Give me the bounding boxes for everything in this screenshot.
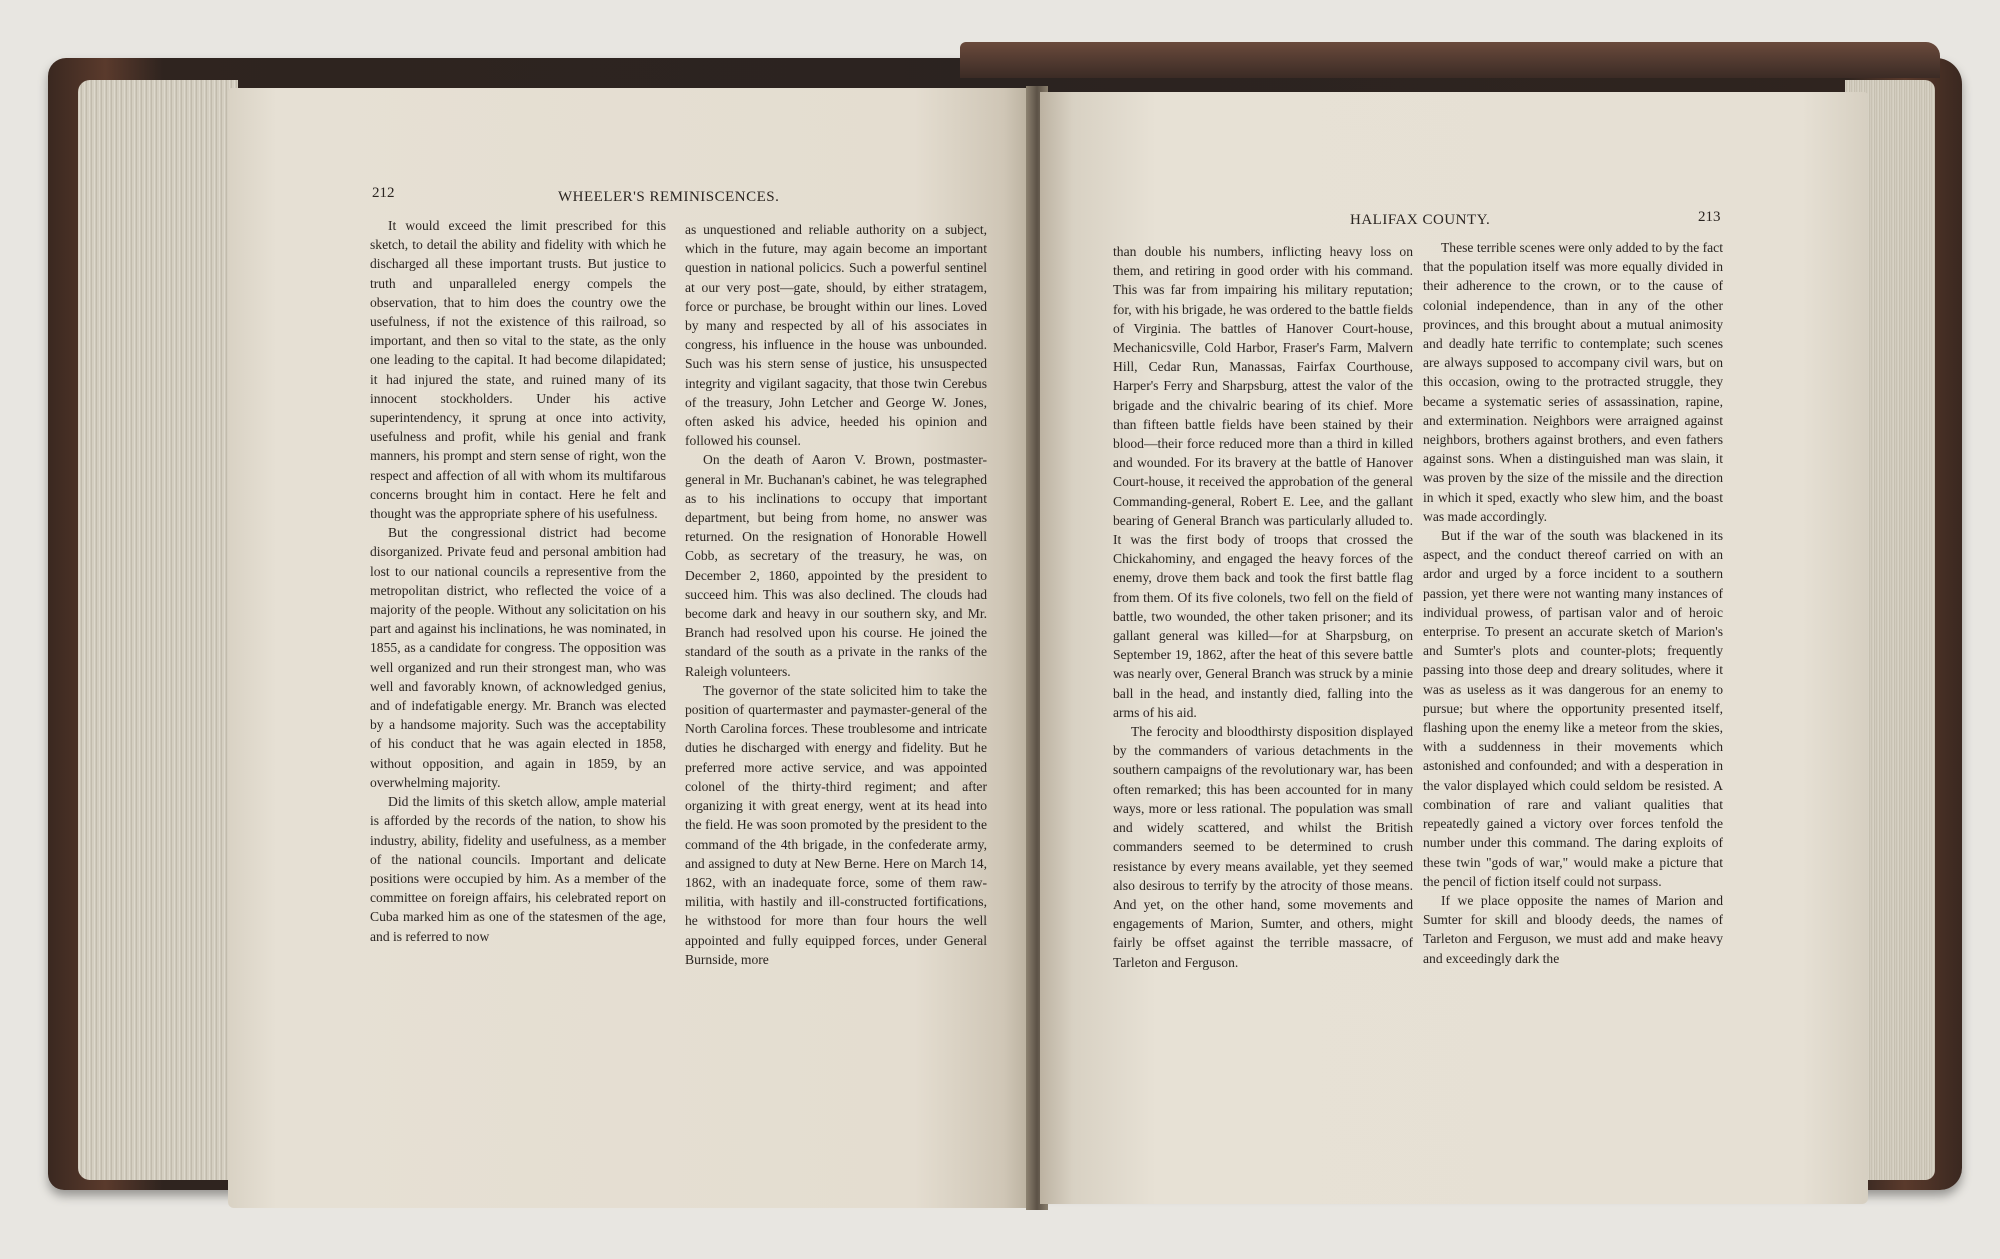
paragraph: These terrible scenes were only added to by the fact that the population itself was more equally divided in their adherence to the crown, or to the cause of colonial independence, than in any of the other provinces, and this brought about a mutual animosity and deadly hate terrific to contemplate; such scenes are always supposed to accompany civil wars, but on this occasion, owing to the protracted struggle, they became a systematic series of assassination, rapine, and extermination. Neighbors were arraigned against neighbors, brothers against brothers, and even fathers against sons. When a distinguished man was slain, it was proven by the size of the missile and the direction in which it sped, exactly who slew him, and the boast was made accordingly.: [1423, 240, 1723, 524]
paragraph: Did the limits of this sketch allow, ample material is afforded by the records of the nation, to show his industry, ability, fidelity and usefulness, as a member of the national councils. Important and delicate positions were occupied by him. As a member of the committee on foreign affairs, his celebrated report on Cuba marked him as one of the statesmen of the age, and is referred to now: [370, 794, 666, 944]
paragraph: On the death of Aaron V. Brown, postmaster-general in Mr. Buchanan's cabinet, he was telegraphed as to his inclinations to occupy that important department, but being from home, no answer was returned. On the resignation of Honorable Howell Cobb, as secretary of the treasury, he was, on December 2, 1860, appointed by the president to succeed him. This was also declined. The clouds had become dark and heavy in our southern sky, and Mr. Branch had resolved upon his course. He joined the standard of the south as a private in the ranks of the Raleigh volunteers.: [685, 452, 987, 679]
paragraph: The governor of the state solicited him to take the position of quartermaster and paymaster-general of the North Carolina forces. These troublesome and intricate duties he discharged with energy and fidelity. But he preferred more active service, and was appointed colonel of the thirty-third regiment; and after organizing it with great energy, went at its head into the field. He was soon promoted by the president to the command of the 4th brigade, in the confederate army, and assigned to duty at New Berne. Here on March 14, 1862, with an inadequate force, some of them raw-militia, with hastily and ill-constructed fortifications, he withstood for more than four hours the well appointed and fully equipped forces, under General Burnside, more: [685, 682, 987, 967]
right-column-1: [1113, 242, 1413, 1072]
paragraph: than double his numbers, inflicting heavy loss on them, and retiring in good order with his command. This was far from impairing his military reputation; for, with his brigade, he was ordered to the battle fields of Virginia. The battles of Hanover Court-house, Mechanicsville, Cold Harbor, Fraser's Farm, Malvern Hill, Cedar Run, Manassas, Fairfax Courthouse, Harper's Ferry and Sharpsburg, attest the valor of the brigade and the chivalric bearing of its chief. More than fifteen battle fields have been stained by their blood—their force reduced more than a third in killed and wounded. For its bravery at the battle of Hanover Court-house, it received the approbation of the general Commanding-general, Robert E. Lee, and the gallant bearing of General Branch was particularly alluded to. It was the first body of troops that crossed the Chickahominy, and engaged the heavy forces of the enemy, drove them back and took the first battle flag from them. Of its five colonels, two fell on the field of battle, two wounded, the other taken prisoner; and its gallant general was killed—for at Sharpsburg, on September 19, 1862, after the heat of this severe battle was nearly over, General Branch was struck by a minie ball in the head, and instantly died, falling into the arms of his aid.: [1113, 244, 1413, 720]
right-page-number: 213: [1698, 209, 1721, 225]
paragraph: as unquestioned and reliable authority on a subject, which in the future, may again become an important question in national policics. Such a powerful sentinel at our very post—gate, should, by either stratagem, force or purchase, be brought within our lines. Loved by many and respected by all of his associates in congress, his influence in the house was unbounded. Such was his stern sense of justice, his unsuspected integrity and vigilant sagacity, that those twin Cerebus of the treasury, John Letcher and George W. Jones, often asked his advice, heeded his opinion and followed his counsel.: [685, 222, 987, 449]
book-spine: [960, 42, 1940, 78]
right-column-2: [1423, 238, 1723, 1068]
paragraph: It would exceed the limit prescribed for this sketch, to detail the ability and fidelity with which he discharged all these important trusts. But justice to truth and unparalleled energy compels the observation, that to him does the country owe the usefulness, if not the existence of this railroad, so important, and then so vital to the state, as the only one leading to the capital. It had become dilapidated; it had injured the state, and ruined many of its innocent stockholders. Under his active superintendency, it sprung at once into activity, usefulness and profit, while his genial and frank manners, his prompt and stern sense of right, won the respect and affection of all with whom its multifarous concerns brought him in contact. Here he felt and thought was the appropriate sphere of his usefulness.: [370, 218, 666, 522]
paragraph: If we place opposite the names of Marion and Sumter for skill and bloody deeds, the names of Tarleton and Ferguson, we must add and make heavy and exceedingly dark the: [1423, 892, 1723, 966]
left-page: [228, 88, 1036, 1208]
paragraph: But if the war of the south was blackened in its aspect, and the conduct thereof carried on with an ardor and urged by a force incident to a southern passion, yet there were not wanting many instances of individual prowess, of partisan valor and of heroic enterprise. To present an accurate sketch of Marion's and Sumter's plots and counter-plots; frequently passing into those deep and dreary solitudes, where it was as useless as it was dangerous for an enemy to pursue; but where the opportunity presented itself, flashing upon the enemy like a meteor from the skies, with a suddenness in their movements which astonished and confounded; and with a desperation in the valor displayed which could seldom be resisted. A combination of rare and valiant qualities that repeatedly gained a victory over forces tenfold the number under this command. The daring exploits of these twin "gods of war," would make a picture that the pencil of fiction itself could not surpass.: [1423, 528, 1723, 889]
paragraph: The ferocity and bloodthirsty disposition displayed by the commanders of various detachments in the southern campaigns of the revolutionary war, has been often remarked; this has been accounted for in many ways, more or less rational. The population was small and widely scattered, and whilst the British commanders seemed to be determined to crush resistance by every means available, yet they seemed also desirous to terrify by the atrocity of those means. And yet, on the other hand, some movements and engagements of Marion, Sumter, and others, might fairly be offset against the terrible massacre, of Tarleton and Ferguson.: [1113, 724, 1413, 970]
left-page-edges: [78, 80, 238, 1180]
left-column-2: [685, 220, 987, 1052]
left-running-head: WHEELER'S REMINISCENCES.: [558, 189, 780, 205]
left-page-number: 212: [372, 185, 395, 201]
left-column-1: [370, 216, 666, 1048]
right-page: [1040, 92, 1868, 1204]
right-running-head: HALIFAX COUNTY.: [1350, 212, 1491, 228]
paragraph: But the congressional district had become disorganized. Private feud and personal ambition had lost to our national councils a representive from the metropolitan district, who reflected the voice of a majority of the people. Without any solicitation on his part and against his inclinations, he was nominated, in 1855, as a candidate for congress. The opposition was well organized and run their strongest man, who was well and favorably known, of acknowledged genius, and of indefatigable energy. Mr. Branch was elected by a handsome majority. Such was the acceptability of his conduct that he was again elected in 1858, without opposition, and again in 1859, by an overwhelming majority.: [370, 525, 666, 790]
